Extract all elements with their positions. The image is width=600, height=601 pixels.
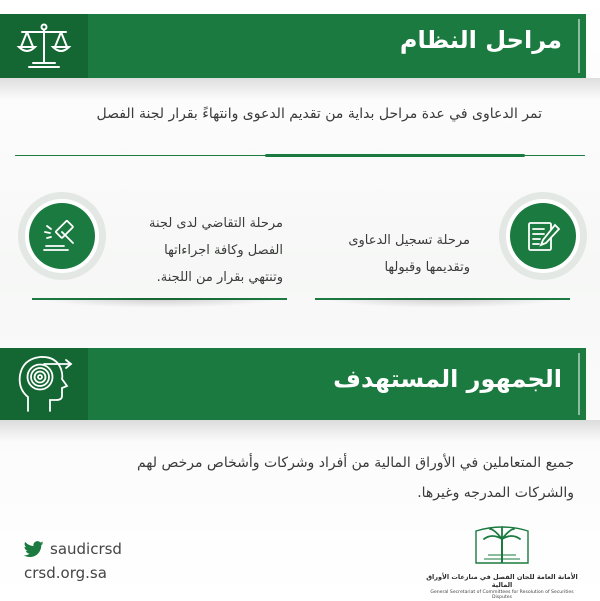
card-shadow: [40, 298, 279, 308]
organization-logo: [422, 525, 582, 600]
stage-icon-ring: [499, 192, 587, 280]
section-divider: [15, 155, 585, 156]
stage-icon-circle: [29, 203, 95, 269]
stage-line: مرحلة تسجيل الدعاوى: [348, 233, 470, 248]
system-stages-banner: [0, 14, 586, 78]
stage-line: مرحلة التقاضي لدى لجنة: [149, 216, 283, 231]
audience-title: الجمهور المستهدف: [333, 365, 562, 393]
stage-icon-circle: [510, 203, 576, 269]
head-spiral-icon: [14, 353, 74, 415]
audience-text: [14, 448, 574, 508]
document-pen-icon: [524, 217, 562, 255]
twitter-bird-icon: [24, 541, 44, 558]
stage-line: وتنتهي بقرار من اللجنة.: [156, 270, 283, 285]
audience-banner: [0, 348, 586, 420]
stage-text-litigation: [123, 210, 283, 291]
audience-line: والشركات المدرجه وغيرها.: [417, 485, 574, 501]
logo-english-name: General Secretariat of Committees for Resolution of Securities Disputes: [430, 590, 574, 600]
system-stages-title: مراحل النظام: [399, 26, 562, 54]
card-shadow: [323, 298, 562, 308]
gavel-icon: [42, 217, 82, 255]
palm-tree-emblem-icon: [472, 525, 532, 567]
stage-text-registration: [310, 227, 470, 281]
scales-icon-box: [0, 14, 88, 78]
twitter-link[interactable]: [24, 540, 122, 558]
system-intro-text: تمر الدعاوى في عدة مراحل بداية من تقديم الدعوى وانتهاءً بقرار لجنة الفصل: [96, 106, 542, 122]
stage-line: وتقديمها وقبولها: [384, 260, 470, 275]
logo-arabic-name: الأمانة العامة للجان الفصل في منازعات الأوراق المالية: [426, 573, 578, 589]
banner-shadow: [0, 78, 600, 100]
website-link[interactable]: crsd.org.sa: [24, 564, 107, 582]
head-icon-box: [0, 348, 88, 420]
stage-line: الفصل وكافة اجراءاتها: [164, 243, 283, 258]
audience-line: جميع المتعاملين في الأوراق المالية من أفراد وشركات وأشخاص مرخص لهم: [136, 455, 574, 471]
twitter-handle: saudicrsd: [50, 540, 122, 558]
banner-shadow: [0, 420, 600, 442]
scales-of-justice-icon: [15, 22, 73, 70]
stage-icon-ring: [18, 192, 106, 280]
